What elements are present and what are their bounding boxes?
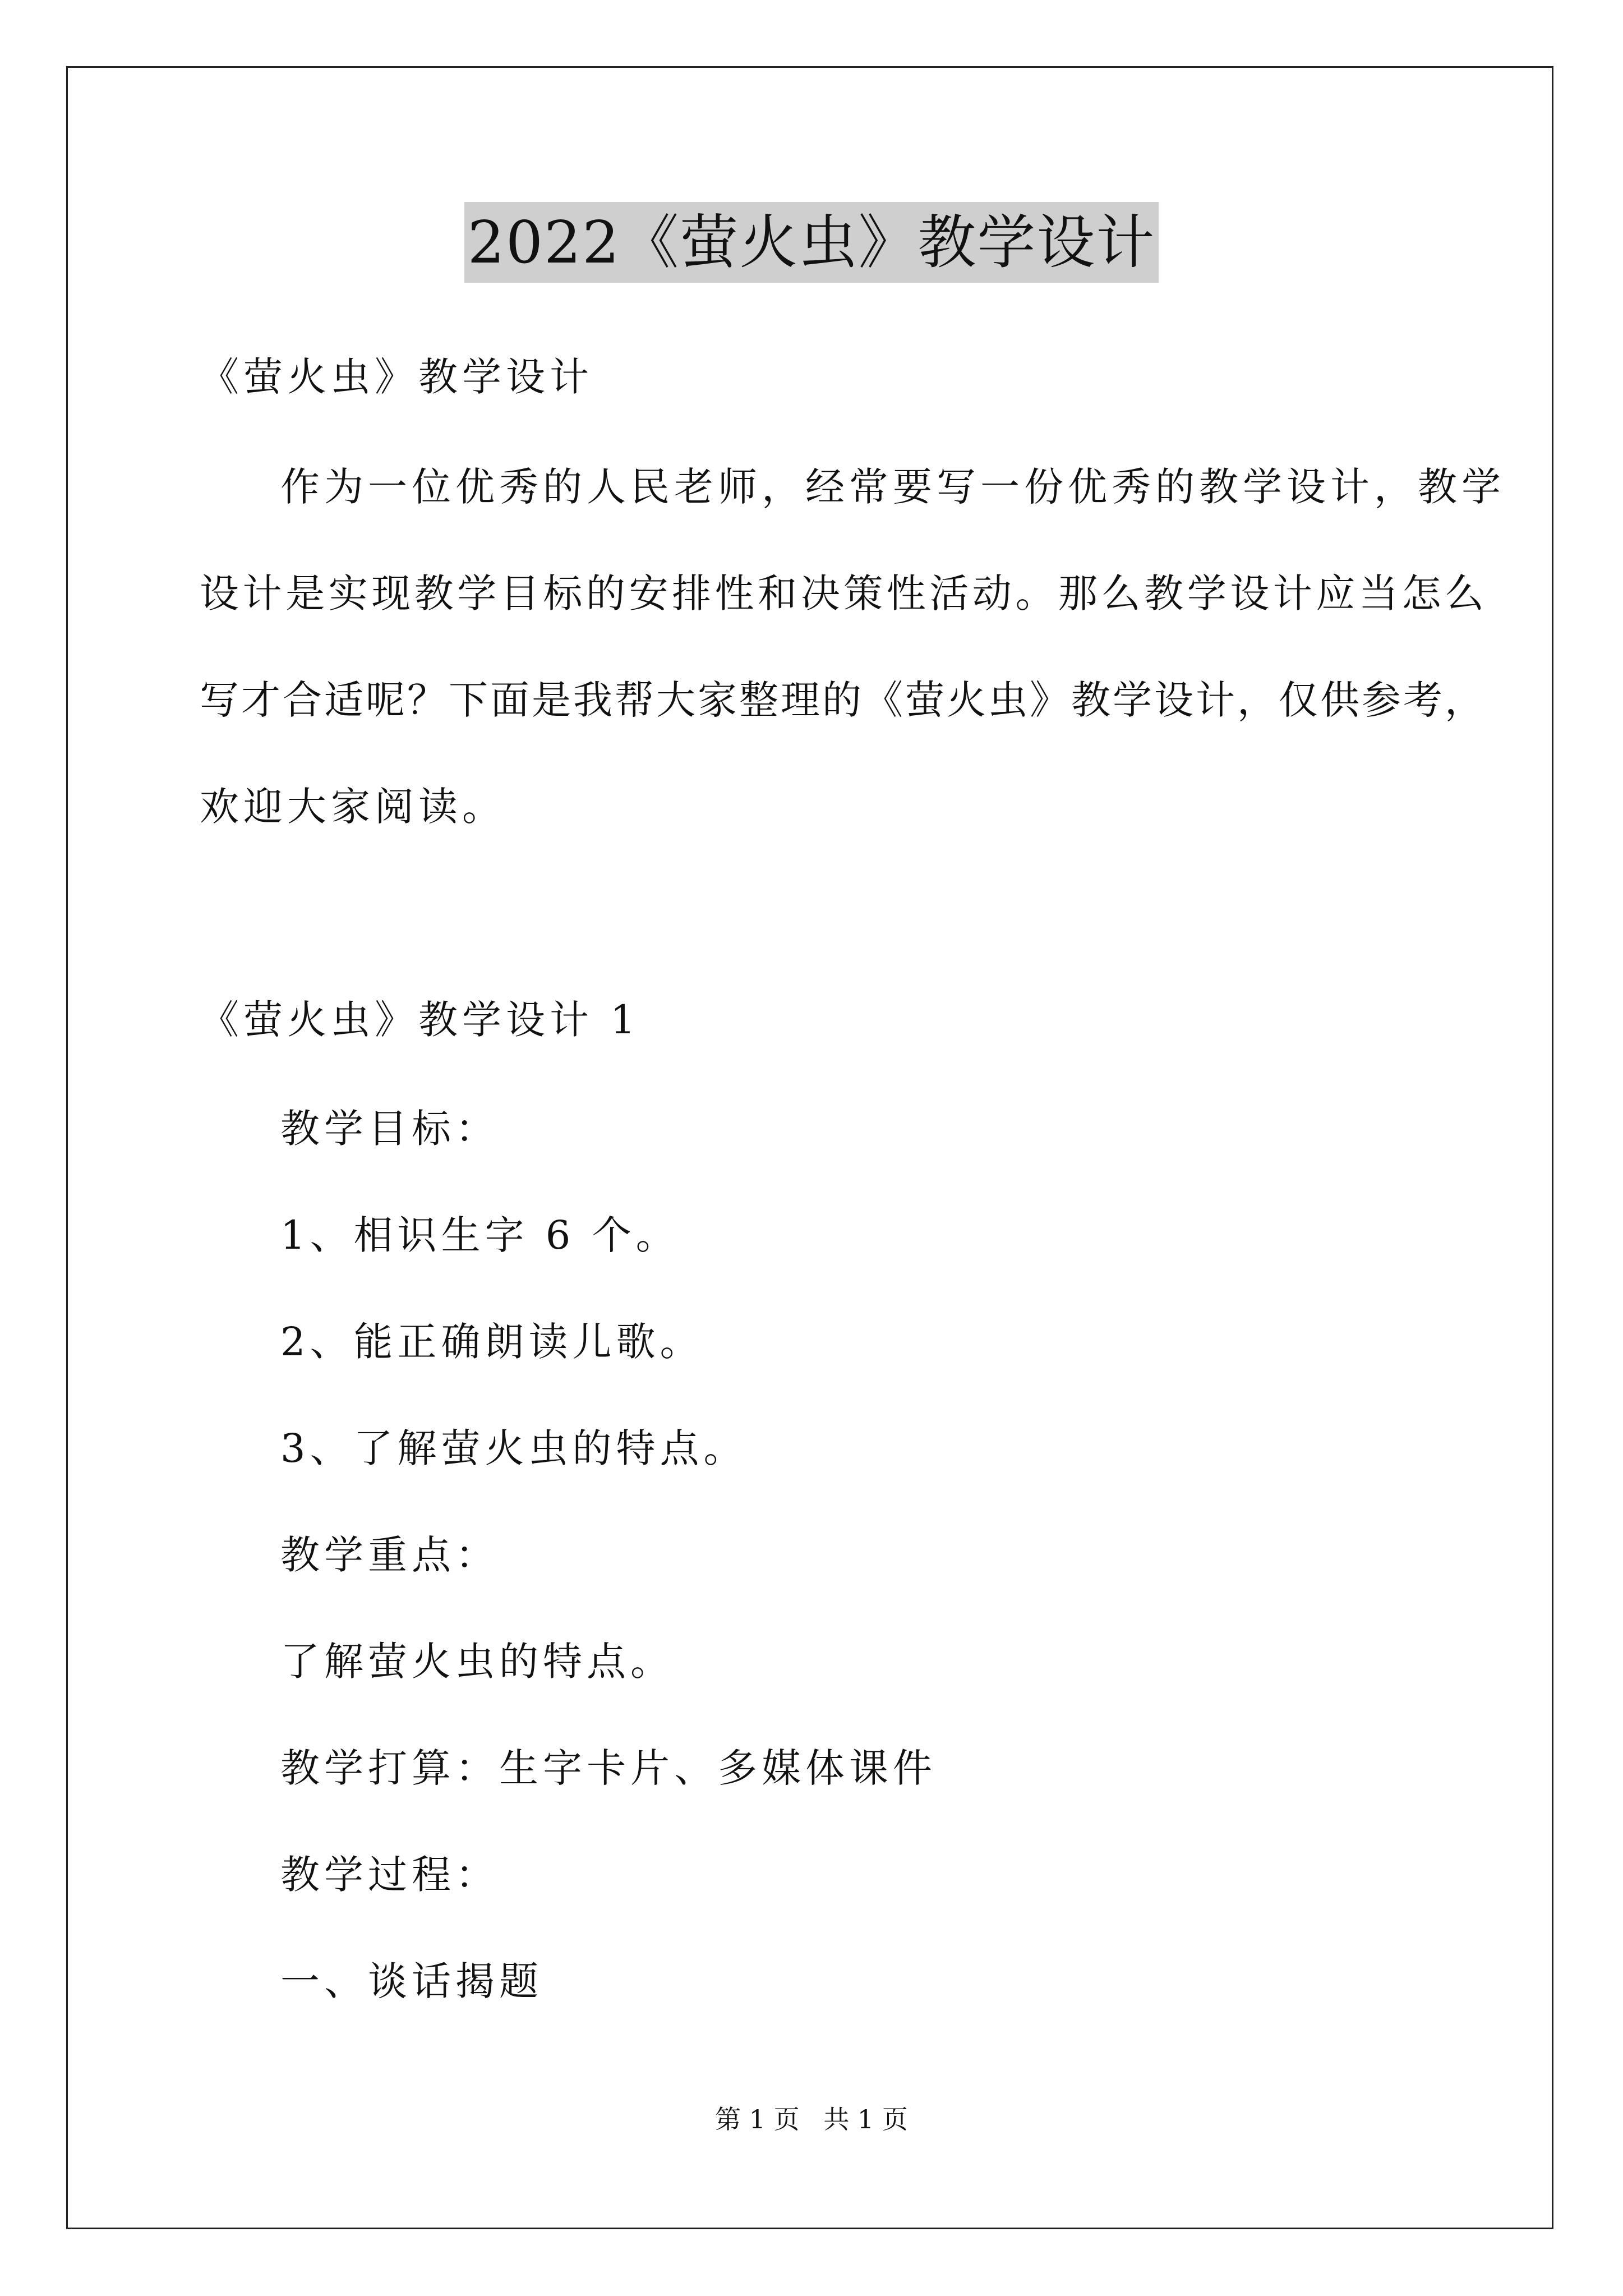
body-line-2: 1、相识生字 6 个。 <box>280 1212 680 1258</box>
body-line-9: 一、谈话揭题 <box>280 1958 543 2004</box>
page-footer <box>0 2102 1623 2136</box>
body-line-7: 教学打算：生字卡片、多媒体课件 <box>280 1745 937 1791</box>
body-line-6: 了解萤火虫的特点。 <box>280 1639 674 1685</box>
title-container <box>0 202 1623 283</box>
page-total: 共 1 页 <box>823 2104 908 2134</box>
body-line-3: 2、能正确朗读儿歌。 <box>280 1319 704 1365</box>
intro-line-2: 设计是实现教学目标的安排性和决策性活动。那么教学设计应当怎么 <box>200 570 1484 616</box>
page-number: 第 1 页 <box>715 2104 800 2134</box>
body-line-5: 教学重点： <box>280 1532 499 1578</box>
body-line-4: 3、了解萤火虫的特点。 <box>280 1425 748 1471</box>
document-subtitle: 《萤火虫》教学设计 <box>200 354 593 400</box>
body-line-8: 教学过程： <box>280 1852 499 1898</box>
section-title: 《萤火虫》教学设计 1 <box>200 997 640 1043</box>
document-title: 2022《萤火虫》教学设计 <box>464 202 1159 283</box>
intro-line-4: 欢迎大家阅读。 <box>200 784 506 830</box>
body-line-1: 教学目标： <box>280 1106 499 1152</box>
intro-line-1: 作为一位优秀的人民老师，经常要写一份优秀的教学设计，教学 <box>280 464 1505 510</box>
intro-line-3: 写才合适呢？下面是我帮大家整理的《萤火虫》教学设计，仅供参考， <box>200 677 1484 723</box>
